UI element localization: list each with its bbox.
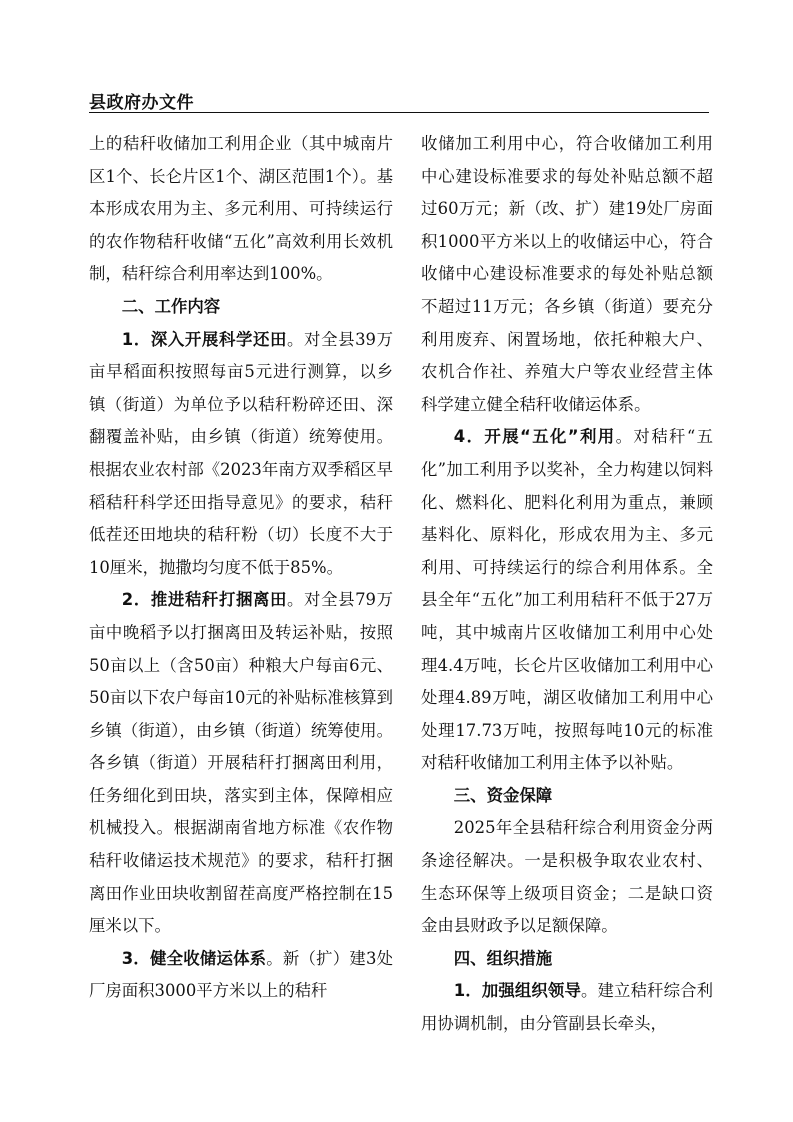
- section-heading-fund: 三、资金保障: [453, 785, 553, 805]
- section-heading-org: 四、组织措施: [453, 948, 553, 968]
- header-rule: [89, 112, 709, 113]
- item-3-body: 。新（扩）建3处厂房面积3000平方米以上的秸秆: [89, 948, 393, 1001]
- paragraph-item-3: [89, 943, 393, 1008]
- item-3-title: 3．健全收储运体系: [121, 948, 267, 968]
- header-title: 县政府办文件: [89, 93, 194, 113]
- page-header: [89, 86, 709, 112]
- paragraph-org-item-1: [421, 975, 713, 1040]
- item-2-body: 。对全县79万亩中晚稻予以打捆离田及转运补贴，按照50亩以上（含50亩）种粮大户每亩6元、50亩以下农户每亩10元的补贴标准核算到乡镇（街道），由乡镇（街道）统筹使用。各乡镇（街道）开展秸秆打捆离田利用，任务细化到田块，落实到主体，保障相应机械投入。根据湖南省地方标准《农作物秸秆收储运技术规范》的要求，秸秆打捆离田作业田块收割留茬高度严格控制在15厘米以下。: [89, 590, 393, 936]
- item-1-body: 。对全县39万亩早稻面积按照每亩5元进行测算，以乡镇（街道）为单位予以秸秆粉碎还田、深翻覆盖补贴，由乡镇（街道）统筹使用。根据农业农村部《2023年南方双季稻区早稻秸秆科学还田指导意见》的要求，秸秆低茬还田地块的秸秆粉（切）长度不大于10厘米，抛撒均匀度不低于85%。: [89, 329, 393, 577]
- right-column: [421, 128, 713, 1041]
- section-heading-work: 二、工作内容: [121, 296, 221, 316]
- item-3-continuation: 收储加工利用中心，符合收储加工利用中心建设标准要求的每处补贴总额不超过60万元；新（改、扩）建19处厂房面积1000平方米以上的收储运中心，符合收储中心建设标准要求的每处补贴总额不超过11万元；各乡镇（街道）要充分利用废弃、闲置场地，依托种粮大户、农机合作社、养殖大户等农业经营主体科学建立健全秸秆收储运体系。: [421, 134, 713, 414]
- paragraph-item-4: [421, 421, 713, 780]
- item-4-body: 。对秸秆“五化”加工利用予以奖补，全力构建以饲料化、燃料化、肥料化利用为重点，兼顾基料化、原料化，形成农用为主、多元利用、可持续运行的综合利用体系。全县全年“五化”加工利用秸秆不低于27万吨，其中城南片区收储加工利用中心处理4.4万吨，长仑片区收储加工利用中心处理4.89万吨，湖区收储加工利用中心处理17.73万吨，按照每吨10元的标准对秸秆收储加工利用主体予以补贴。: [421, 427, 713, 773]
- item-4-title: 4．开展“五化”利用: [453, 427, 616, 447]
- paragraph-item-1: [89, 324, 393, 585]
- item-1-title: 1．深入开展科学还田: [121, 329, 288, 349]
- left-column: [89, 128, 393, 1008]
- intro-paragraph: 上的秸秆收储加工利用企业（其中城南片区1个、长仑片区1个、湖区范围1个）。基本形成农用为主、多元利用、可持续运行的农作物秸秆收储“五化”高效利用长效机制，秸秆综合利用率达到100%。: [89, 134, 393, 284]
- paragraph-item-2: [89, 584, 393, 943]
- fund-paragraph: 2025年全县秸秆综合利用资金分两条途径解决。一是积极争取农业农村、生态环保等上级项目资金；二是缺口资金由县财政予以足额保障。: [421, 818, 713, 936]
- org-item-1-title: 1．加强组织领导: [453, 981, 581, 1001]
- item-2-title: 2．推进秸秆打捆离田: [121, 590, 288, 610]
- org-item-1-body: 。建立秸秆综合利用协调机制，由分管副县长牵头，: [421, 981, 714, 1034]
